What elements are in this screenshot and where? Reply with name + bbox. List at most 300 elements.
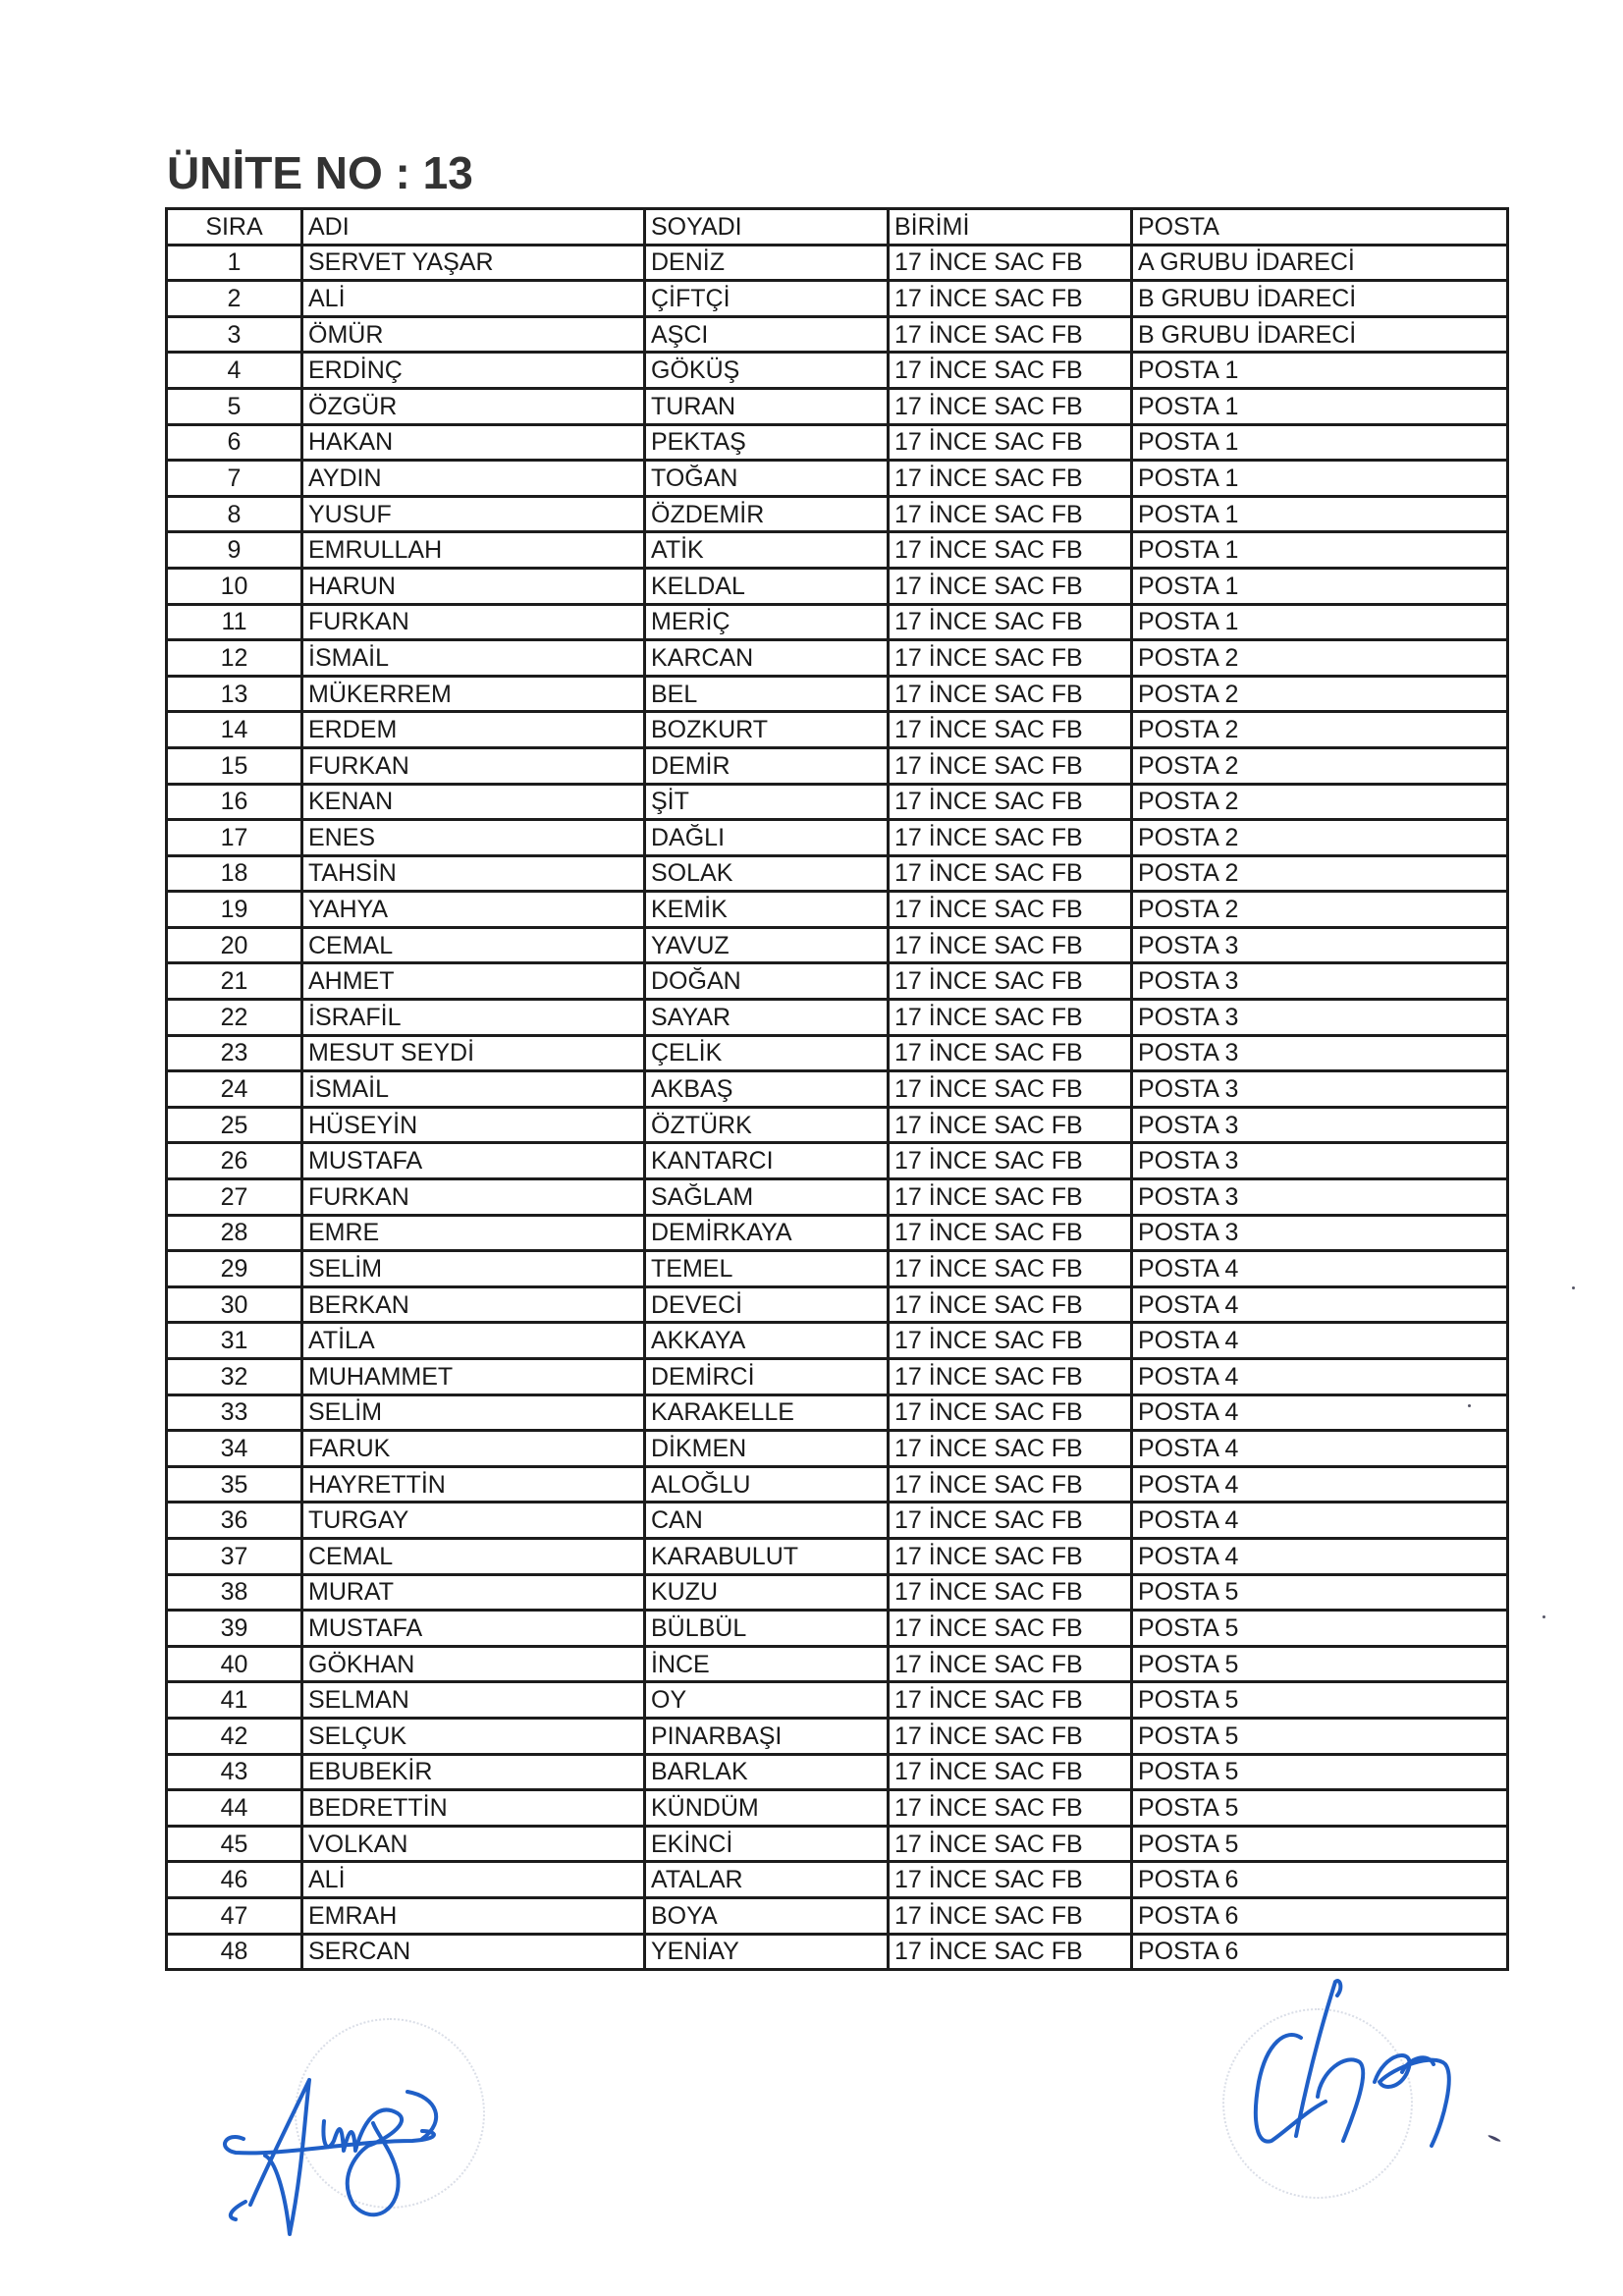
table-row — [167, 1646, 1508, 1682]
table-row — [167, 1394, 1508, 1431]
cell-sira: 21 — [167, 963, 302, 1000]
cell-sira: 33 — [167, 1394, 302, 1431]
cell-sira: 16 — [167, 784, 302, 820]
cell-birimi: 17 İNCE SAC FB — [889, 1934, 1132, 1970]
cell-sira: 20 — [167, 927, 302, 963]
cell-sira: 3 — [167, 316, 302, 353]
cell-posta: POSTA 1 — [1132, 388, 1508, 424]
cell-soyadi: DEVECİ — [645, 1286, 889, 1323]
table-row — [167, 1071, 1508, 1108]
cell-soyadi: SOLAK — [645, 855, 889, 892]
table-row — [167, 1323, 1508, 1359]
cell-birimi: 17 İNCE SAC FB — [889, 245, 1132, 281]
cell-sira: 32 — [167, 1359, 302, 1395]
cell-sira: 8 — [167, 496, 302, 532]
cell-adi: AYDIN — [302, 461, 645, 497]
table-row — [167, 1359, 1508, 1395]
cell-sira: 37 — [167, 1538, 302, 1574]
cell-birimi: 17 İNCE SAC FB — [889, 1359, 1132, 1395]
cell-adi: SELİM — [302, 1394, 645, 1431]
left-signature-stroke — [231, 2202, 245, 2219]
cell-sira: 34 — [167, 1431, 302, 1467]
cell-birimi: 17 İNCE SAC FB — [889, 747, 1132, 784]
scan-speck — [1488, 2134, 1501, 2143]
cell-sira: 14 — [167, 712, 302, 748]
cell-posta: POSTA 5 — [1132, 1718, 1508, 1754]
cell-birimi: 17 İNCE SAC FB — [889, 1826, 1132, 1862]
cell-adi: FURKAN — [302, 1179, 645, 1216]
cell-birimi: 17 İNCE SAC FB — [889, 784, 1132, 820]
cell-sira: 40 — [167, 1646, 302, 1682]
cell-posta: POSTA 4 — [1132, 1251, 1508, 1287]
cell-adi: GÖKHAN — [302, 1646, 645, 1682]
cell-adi: SERVET YAŞAR — [302, 245, 645, 281]
cell-adi: İSMAİL — [302, 640, 645, 677]
cell-sira: 28 — [167, 1215, 302, 1251]
cell-sira: 35 — [167, 1466, 302, 1503]
table-row — [167, 353, 1508, 389]
cell-posta: POSTA 1 — [1132, 424, 1508, 461]
cell-adi: ALİ — [302, 281, 645, 317]
cell-birimi: 17 İNCE SAC FB — [889, 1611, 1132, 1647]
table-row — [167, 963, 1508, 1000]
cell-sira: 26 — [167, 1143, 302, 1179]
cell-adi: YUSUF — [302, 496, 645, 532]
cell-soyadi: KARAKELLE — [645, 1394, 889, 1431]
cell-soyadi: TOĞAN — [645, 461, 889, 497]
cell-posta: POSTA 5 — [1132, 1754, 1508, 1790]
cell-soyadi: DEMİR — [645, 747, 889, 784]
cell-posta: POSTA 1 — [1132, 496, 1508, 532]
table-row — [167, 1611, 1508, 1647]
cell-sira: 15 — [167, 747, 302, 784]
cell-birimi: 17 İNCE SAC FB — [889, 1718, 1132, 1754]
cell-soyadi: KELDAL — [645, 568, 889, 604]
page-title: ÜNİTE NO : 13 — [167, 147, 473, 198]
cell-soyadi: ÖZDEMİR — [645, 496, 889, 532]
cell-sira: 38 — [167, 1574, 302, 1611]
cell-adi: MURAT — [302, 1574, 645, 1611]
cell-sira: 41 — [167, 1682, 302, 1719]
cell-soyadi: ÖZTÜRK — [645, 1107, 889, 1143]
cell-posta: POSTA 6 — [1132, 1862, 1508, 1898]
scan-speck — [1468, 1404, 1471, 1407]
table-row — [167, 1503, 1508, 1539]
cell-sira: 7 — [167, 461, 302, 497]
column-header-birimi: BİRİMİ — [889, 209, 1132, 246]
cell-soyadi: DENİZ — [645, 245, 889, 281]
cell-sira: 12 — [167, 640, 302, 677]
table-row — [167, 1682, 1508, 1719]
cell-birimi: 17 İNCE SAC FB — [889, 1790, 1132, 1827]
cell-soyadi: YENİAY — [645, 1934, 889, 1970]
cell-sira: 24 — [167, 1071, 302, 1108]
cell-adi: ÖZGÜR — [302, 388, 645, 424]
cell-posta: POSTA 5 — [1132, 1611, 1508, 1647]
cell-sira: 45 — [167, 1826, 302, 1862]
table-row — [167, 532, 1508, 569]
cell-posta: POSTA 5 — [1132, 1574, 1508, 1611]
cell-adi: FURKAN — [302, 604, 645, 640]
scan-speck — [1542, 1615, 1545, 1618]
cell-adi: EBUBEKİR — [302, 1754, 645, 1790]
cell-birimi: 17 İNCE SAC FB — [889, 1862, 1132, 1898]
cell-sira: 47 — [167, 1897, 302, 1934]
right-stamp-seal — [1222, 2008, 1413, 2199]
cell-posta: POSTA 1 — [1132, 604, 1508, 640]
cell-adi: AHMET — [302, 963, 645, 1000]
cell-soyadi: OY — [645, 1682, 889, 1719]
cell-posta: POSTA 4 — [1132, 1466, 1508, 1503]
cell-soyadi: BEL — [645, 676, 889, 712]
cell-sira: 22 — [167, 1000, 302, 1036]
table-row — [167, 1431, 1508, 1467]
cell-birimi: 17 İNCE SAC FB — [889, 892, 1132, 928]
column-header-adi: ADI — [302, 209, 645, 246]
cell-birimi: 17 İNCE SAC FB — [889, 388, 1132, 424]
cell-sira: 18 — [167, 855, 302, 892]
cell-birimi: 17 İNCE SAC FB — [889, 927, 1132, 963]
cell-soyadi: EKİNCİ — [645, 1826, 889, 1862]
table-row — [167, 1143, 1508, 1179]
cell-soyadi: AKBAŞ — [645, 1071, 889, 1108]
table-row — [167, 1107, 1508, 1143]
cell-soyadi: ALOĞLU — [645, 1466, 889, 1503]
table-row — [167, 604, 1508, 640]
cell-soyadi: MERİÇ — [645, 604, 889, 640]
cell-posta: POSTA 3 — [1132, 1215, 1508, 1251]
table-row — [167, 1934, 1508, 1970]
cell-sira: 36 — [167, 1503, 302, 1539]
cell-adi: İSRAFİL — [302, 1000, 645, 1036]
cell-sira: 9 — [167, 532, 302, 569]
table-row — [167, 568, 1508, 604]
cell-adi: ENES — [302, 820, 645, 856]
cell-posta: POSTA 2 — [1132, 820, 1508, 856]
cell-birimi: 17 İNCE SAC FB — [889, 1000, 1132, 1036]
table-row — [167, 496, 1508, 532]
cell-birimi: 17 İNCE SAC FB — [889, 1754, 1132, 1790]
table-row — [167, 820, 1508, 856]
cell-adi: FURKAN — [302, 747, 645, 784]
cell-soyadi: DOĞAN — [645, 963, 889, 1000]
cell-birimi: 17 İNCE SAC FB — [889, 820, 1132, 856]
cell-soyadi: DEMİRKAYA — [645, 1215, 889, 1251]
cell-soyadi: CAN — [645, 1503, 889, 1539]
cell-birimi: 17 İNCE SAC FB — [889, 424, 1132, 461]
table-row — [167, 1826, 1508, 1862]
cell-birimi: 17 İNCE SAC FB — [889, 1035, 1132, 1071]
table-row — [167, 892, 1508, 928]
cell-sira: 11 — [167, 604, 302, 640]
cell-sira: 2 — [167, 281, 302, 317]
table-row — [167, 1538, 1508, 1574]
cell-posta: POSTA 6 — [1132, 1897, 1508, 1934]
cell-birimi: 17 İNCE SAC FB — [889, 316, 1132, 353]
table-row — [167, 855, 1508, 892]
cell-adi: İSMAİL — [302, 1071, 645, 1108]
cell-adi: EMRULLAH — [302, 532, 645, 569]
cell-sira: 30 — [167, 1286, 302, 1323]
cell-soyadi: ATİK — [645, 532, 889, 569]
cell-posta: POSTA 4 — [1132, 1286, 1508, 1323]
cell-sira: 44 — [167, 1790, 302, 1827]
table-row — [167, 927, 1508, 963]
cell-soyadi: PINARBAŞI — [645, 1718, 889, 1754]
cell-sira: 25 — [167, 1107, 302, 1143]
cell-posta: POSTA 3 — [1132, 1000, 1508, 1036]
table-row — [167, 245, 1508, 281]
cell-birimi: 17 İNCE SAC FB — [889, 640, 1132, 677]
cell-soyadi: SAĞLAM — [645, 1179, 889, 1216]
cell-adi: BERKAN — [302, 1286, 645, 1323]
cell-sira: 29 — [167, 1251, 302, 1287]
cell-birimi: 17 İNCE SAC FB — [889, 496, 1132, 532]
cell-adi: HÜSEYİN — [302, 1107, 645, 1143]
cell-soyadi: ATALAR — [645, 1862, 889, 1898]
cell-soyadi: BÜLBÜL — [645, 1611, 889, 1647]
cell-birimi: 17 İNCE SAC FB — [889, 1646, 1132, 1682]
cell-birimi: 17 İNCE SAC FB — [889, 963, 1132, 1000]
table-row — [167, 1897, 1508, 1934]
cell-posta: POSTA 1 — [1132, 532, 1508, 569]
cell-birimi: 17 İNCE SAC FB — [889, 1107, 1132, 1143]
table-row — [167, 1754, 1508, 1790]
table-row — [167, 1000, 1508, 1036]
cell-adi: ALİ — [302, 1862, 645, 1898]
cell-posta: POSTA 3 — [1132, 1179, 1508, 1216]
cell-sira: 27 — [167, 1179, 302, 1216]
table-row — [167, 388, 1508, 424]
cell-soyadi: GÖKÜŞ — [645, 353, 889, 389]
cell-sira: 1 — [167, 245, 302, 281]
cell-posta: POSTA 4 — [1132, 1538, 1508, 1574]
cell-adi: SERCAN — [302, 1934, 645, 1970]
cell-birimi: 17 İNCE SAC FB — [889, 604, 1132, 640]
cell-posta: POSTA 6 — [1132, 1934, 1508, 1970]
cell-soyadi: İNCE — [645, 1646, 889, 1682]
table-row — [167, 640, 1508, 677]
table-header-row — [167, 209, 1508, 246]
cell-soyadi: BARLAK — [645, 1754, 889, 1790]
cell-soyadi: ÇELİK — [645, 1035, 889, 1071]
column-header-soyadi: SOYADI — [645, 209, 889, 246]
cell-sira: 46 — [167, 1862, 302, 1898]
cell-birimi: 17 İNCE SAC FB — [889, 1143, 1132, 1179]
cell-sira: 4 — [167, 353, 302, 389]
cell-soyadi: KARABULUT — [645, 1538, 889, 1574]
table-row — [167, 1035, 1508, 1071]
cell-soyadi: KÜNDÜM — [645, 1790, 889, 1827]
cell-adi: CEMAL — [302, 1538, 645, 1574]
table-row — [167, 1790, 1508, 1827]
cell-adi: MESUT SEYDİ — [302, 1035, 645, 1071]
cell-adi: TURGAY — [302, 1503, 645, 1539]
cell-posta: POSTA 5 — [1132, 1790, 1508, 1827]
cell-birimi: 17 İNCE SAC FB — [889, 1466, 1132, 1503]
cell-adi: EMRAH — [302, 1897, 645, 1934]
cell-sira: 10 — [167, 568, 302, 604]
table-row — [167, 1251, 1508, 1287]
cell-birimi: 17 İNCE SAC FB — [889, 1682, 1132, 1719]
cell-posta: POSTA 4 — [1132, 1323, 1508, 1359]
cell-adi: MÜKERREM — [302, 676, 645, 712]
cell-soyadi: BOZKURT — [645, 712, 889, 748]
cell-soyadi: AKKAYA — [645, 1323, 889, 1359]
cell-posta: POSTA 3 — [1132, 1035, 1508, 1071]
table-row — [167, 316, 1508, 353]
table-row — [167, 1466, 1508, 1503]
cell-posta: POSTA 4 — [1132, 1359, 1508, 1395]
table-row — [167, 747, 1508, 784]
cell-soyadi: DEMİRCİ — [645, 1359, 889, 1395]
cell-posta: POSTA 3 — [1132, 1143, 1508, 1179]
personnel-table — [165, 207, 1509, 1971]
cell-adi: FARUK — [302, 1431, 645, 1467]
cell-birimi: 17 İNCE SAC FB — [889, 1179, 1132, 1216]
cell-posta: POSTA 2 — [1132, 712, 1508, 748]
cell-adi: ERDEM — [302, 712, 645, 748]
cell-adi: SELMAN — [302, 1682, 645, 1719]
cell-soyadi: KARCAN — [645, 640, 889, 677]
cell-posta: POSTA 3 — [1132, 1071, 1508, 1108]
cell-posta: POSTA 4 — [1132, 1394, 1508, 1431]
cell-birimi: 17 İNCE SAC FB — [889, 1394, 1132, 1431]
cell-posta: POSTA 2 — [1132, 640, 1508, 677]
cell-posta: POSTA 2 — [1132, 747, 1508, 784]
cell-sira: 48 — [167, 1934, 302, 1970]
table-row — [167, 676, 1508, 712]
cell-posta: A GRUBU İDARECİ — [1132, 245, 1508, 281]
cell-adi: MUSTAFA — [302, 1611, 645, 1647]
column-header-sira: SIRA — [167, 209, 302, 246]
cell-posta: POSTA 2 — [1132, 892, 1508, 928]
table-row — [167, 1574, 1508, 1611]
table-row — [167, 1718, 1508, 1754]
cell-adi: HAKAN — [302, 424, 645, 461]
cell-adi: VOLKAN — [302, 1826, 645, 1862]
cell-soyadi: YAVUZ — [645, 927, 889, 963]
cell-posta: B GRUBU İDARECİ — [1132, 281, 1508, 317]
cell-birimi: 17 İNCE SAC FB — [889, 1251, 1132, 1287]
cell-soyadi: TEMEL — [645, 1251, 889, 1287]
cell-adi: ATİLA — [302, 1323, 645, 1359]
cell-adi: KENAN — [302, 784, 645, 820]
column-header-posta: POSTA — [1132, 209, 1508, 246]
cell-adi: TAHSİN — [302, 855, 645, 892]
cell-posta: B GRUBU İDARECİ — [1132, 316, 1508, 353]
cell-birimi: 17 İNCE SAC FB — [889, 855, 1132, 892]
cell-sira: 31 — [167, 1323, 302, 1359]
cell-adi: HAYRETTİN — [302, 1466, 645, 1503]
cell-adi: HARUN — [302, 568, 645, 604]
cell-adi: EMRE — [302, 1215, 645, 1251]
cell-birimi: 17 İNCE SAC FB — [889, 1538, 1132, 1574]
cell-soyadi: KEMİK — [645, 892, 889, 928]
cell-birimi: 17 İNCE SAC FB — [889, 1071, 1132, 1108]
cell-posta: POSTA 5 — [1132, 1682, 1508, 1719]
table-row — [167, 281, 1508, 317]
cell-soyadi: KUZU — [645, 1574, 889, 1611]
cell-posta: POSTA 1 — [1132, 461, 1508, 497]
cell-posta: POSTA 3 — [1132, 927, 1508, 963]
cell-sira: 6 — [167, 424, 302, 461]
cell-posta: POSTA 2 — [1132, 784, 1508, 820]
cell-sira: 39 — [167, 1611, 302, 1647]
table-row — [167, 1862, 1508, 1898]
cell-birimi: 17 İNCE SAC FB — [889, 568, 1132, 604]
cell-posta: POSTA 5 — [1132, 1826, 1508, 1862]
scan-speck — [1572, 1286, 1575, 1289]
cell-posta: POSTA 3 — [1132, 1107, 1508, 1143]
table-row — [167, 1286, 1508, 1323]
cell-adi: ERDİNÇ — [302, 353, 645, 389]
cell-birimi: 17 İNCE SAC FB — [889, 281, 1132, 317]
cell-posta: POSTA 3 — [1132, 963, 1508, 1000]
cell-sira: 42 — [167, 1718, 302, 1754]
cell-soyadi: PEKTAŞ — [645, 424, 889, 461]
cell-birimi: 17 İNCE SAC FB — [889, 1431, 1132, 1467]
cell-soyadi: ÇİFTÇİ — [645, 281, 889, 317]
cell-soyadi: DAĞLI — [645, 820, 889, 856]
cell-sira: 5 — [167, 388, 302, 424]
cell-sira: 17 — [167, 820, 302, 856]
cell-birimi: 17 İNCE SAC FB — [889, 676, 1132, 712]
cell-soyadi: SAYAR — [645, 1000, 889, 1036]
left-stamp-seal — [295, 2018, 485, 2209]
cell-posta: POSTA 1 — [1132, 353, 1508, 389]
cell-posta: POSTA 2 — [1132, 855, 1508, 892]
table-row — [167, 1179, 1508, 1216]
cell-posta: POSTA 1 — [1132, 568, 1508, 604]
cell-birimi: 17 İNCE SAC FB — [889, 1215, 1132, 1251]
cell-sira: 23 — [167, 1035, 302, 1071]
cell-soyadi: AŞCI — [645, 316, 889, 353]
cell-birimi: 17 İNCE SAC FB — [889, 353, 1132, 389]
cell-soyadi: TURAN — [645, 388, 889, 424]
cell-birimi: 17 İNCE SAC FB — [889, 532, 1132, 569]
cell-posta: POSTA 2 — [1132, 676, 1508, 712]
cell-birimi: 17 İNCE SAC FB — [889, 712, 1132, 748]
cell-birimi: 17 İNCE SAC FB — [889, 1323, 1132, 1359]
table-row — [167, 784, 1508, 820]
cell-birimi: 17 İNCE SAC FB — [889, 1574, 1132, 1611]
cell-adi: SELİM — [302, 1251, 645, 1287]
cell-posta: POSTA 4 — [1132, 1431, 1508, 1467]
cell-birimi: 17 İNCE SAC FB — [889, 1897, 1132, 1934]
table-body — [167, 245, 1508, 1970]
cell-soyadi: BOYA — [645, 1897, 889, 1934]
cell-adi: SELÇUK — [302, 1718, 645, 1754]
cell-adi: YAHYA — [302, 892, 645, 928]
cell-soyadi: ŞİT — [645, 784, 889, 820]
cell-sira: 43 — [167, 1754, 302, 1790]
cell-adi: BEDRETTİN — [302, 1790, 645, 1827]
cell-sira: 19 — [167, 892, 302, 928]
cell-birimi: 17 İNCE SAC FB — [889, 1286, 1132, 1323]
table-row — [167, 424, 1508, 461]
cell-soyadi: DİKMEN — [645, 1431, 889, 1467]
table-row — [167, 461, 1508, 497]
cell-birimi: 17 İNCE SAC FB — [889, 1503, 1132, 1539]
cell-birimi: 17 İNCE SAC FB — [889, 461, 1132, 497]
cell-adi: MUSTAFA — [302, 1143, 645, 1179]
table-row — [167, 712, 1508, 748]
cell-posta: POSTA 5 — [1132, 1646, 1508, 1682]
cell-sira: 13 — [167, 676, 302, 712]
cell-soyadi: KANTARCI — [645, 1143, 889, 1179]
table-row — [167, 1215, 1508, 1251]
